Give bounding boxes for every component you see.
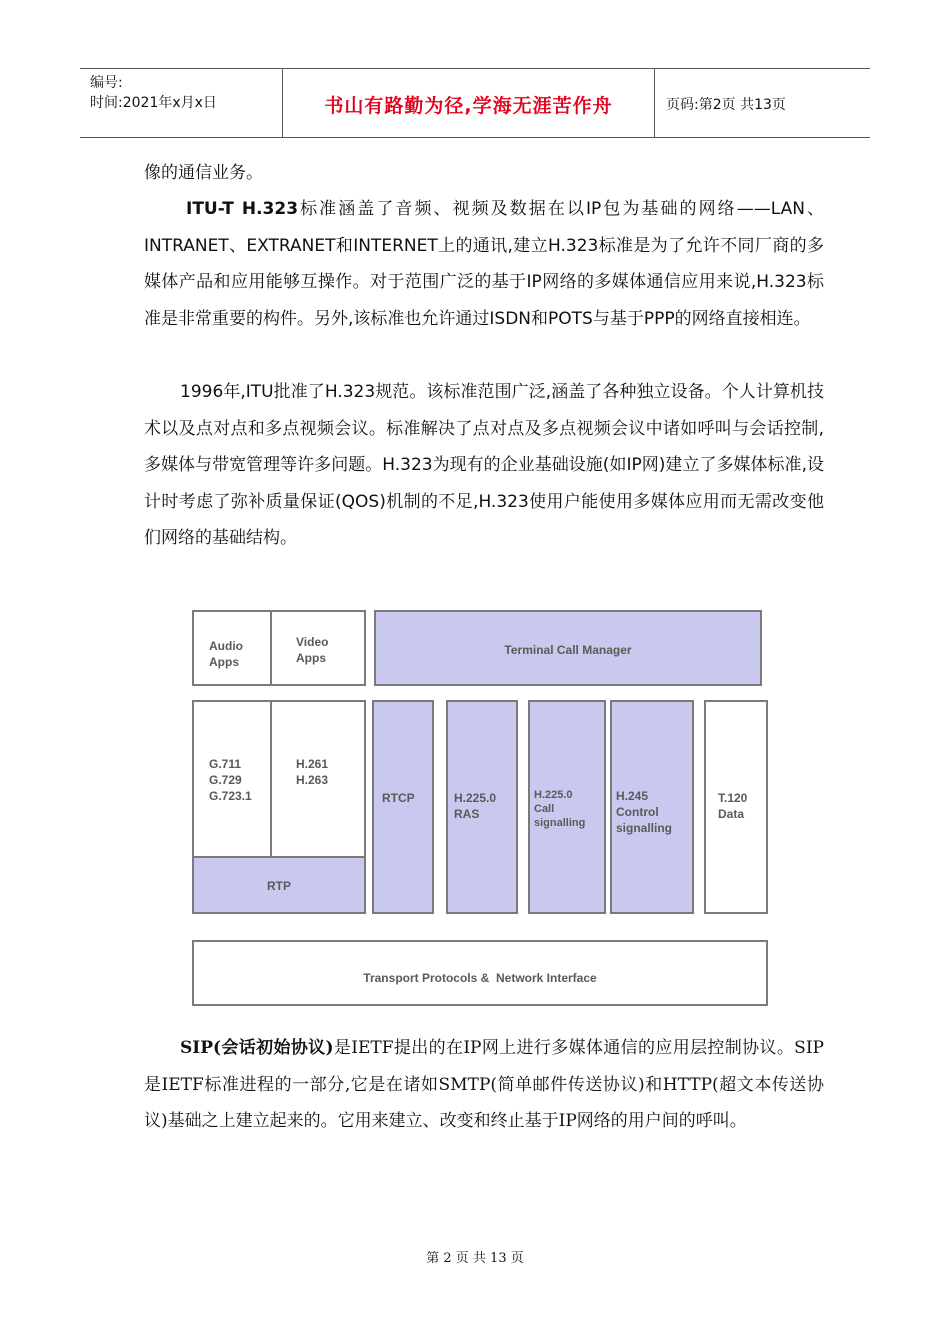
video-apps-box [270, 610, 366, 686]
t120-label: T.120 Data [718, 791, 748, 821]
control-signalling-label: H.245 Control signalling [616, 789, 673, 835]
paragraph-continuation [144, 155, 824, 192]
h323-protocol-stack-diagram [190, 608, 770, 1008]
transport-box [192, 940, 768, 1006]
paragraph-continuation-text: 像的通信业务。 [144, 163, 263, 183]
transport-label: Transport Protocols & Network Interface [363, 971, 597, 985]
ras-label: H.225.0 RAS [454, 791, 497, 821]
header-divider-right [654, 69, 655, 137]
page-footer: 第 2 页 共 13 页 [426, 1251, 524, 1266]
paragraph-h323-intro [144, 191, 824, 337]
header-date-label: 时间:2021年x月x日 [90, 95, 217, 111]
header-number-label: 编号: [90, 75, 123, 91]
video-codecs-box [270, 700, 366, 858]
terminal-call-manager-label: Terminal Call Manager [504, 643, 632, 657]
page-header [80, 68, 870, 138]
audio-apps-box [192, 610, 272, 686]
rtcp-label: RTCP [382, 791, 415, 805]
header-meta [90, 73, 217, 113]
call-signalling-box [528, 700, 606, 914]
audio-apps-label: Audio Apps [209, 639, 243, 669]
rtp-box [192, 856, 366, 914]
t120-box [704, 700, 768, 914]
sip-term: SIP(会话初始协议) [180, 1038, 334, 1058]
header-motto: 书山有路勤为径,学海无涯苦作舟 [324, 95, 613, 117]
call-signalling-label: H.225.0 Call signalling [534, 789, 586, 829]
paragraph-sip [144, 1030, 824, 1140]
control-signalling-box [610, 700, 694, 914]
audio-codecs-box [192, 700, 272, 858]
video-codecs-label: H.261 H.263 [296, 757, 329, 787]
h323-history-text: 1996年,ITU批准了H.323规范。该标准范围广泛,涵盖了各种独立设备。个人计算机技术以及点对点和多点视频会议。标准解决了点对点及多点视频会议中诸如呼叫与会话控制,多媒体与带宽管理等许多问题。H.323为现有的企业基础设施(如IP网)建立了多媒体标准,设计时考虑了弥补质量保证(QOS)机制的不足,H.323使用户能使用多媒体应用而无需改变他们网络的基础结构。 [144, 382, 824, 548]
rtp-label: RTP [267, 879, 291, 893]
video-apps-label: Video Apps [296, 635, 329, 665]
audio-codecs-label: G.711 G.729 G.723.1 [209, 757, 252, 803]
terminal-call-manager-box [374, 610, 762, 686]
sip-text: 是IETF提出的在IP网上进行多媒体通信的应用层控制协议。SIP是IETF标准进程的一部分,它是在诸如SMTP(简单邮件传送协议)和HTTP(超文本传送协议)基础之上建立起来的。它用来建立、改变和终止基于IP网络的用户间的呼叫。 [144, 1038, 824, 1131]
h323-intro-text: 标准涵盖了音频、视频及数据在以IP包为基础的网络——LAN、INTRANET、EXTRANET和INTERNET上的通讯,建立H.323标准是为了允许不同厂商的多媒体产品和应用能够互操作。对于范围广泛的基于IP网络的多媒体通信应用来说,H.323标准是非常重要的构件。另外,该标准也允许通过ISDN和POTS与基于PPP的网络直接相连。 [144, 199, 824, 329]
h323-term: ITU-T H.323 [186, 199, 299, 219]
header-page-info: 页码:第2页 共13页 [666, 97, 786, 113]
paragraph-h323-history [144, 374, 824, 557]
ras-box [446, 700, 518, 914]
rtcp-box [372, 700, 434, 914]
